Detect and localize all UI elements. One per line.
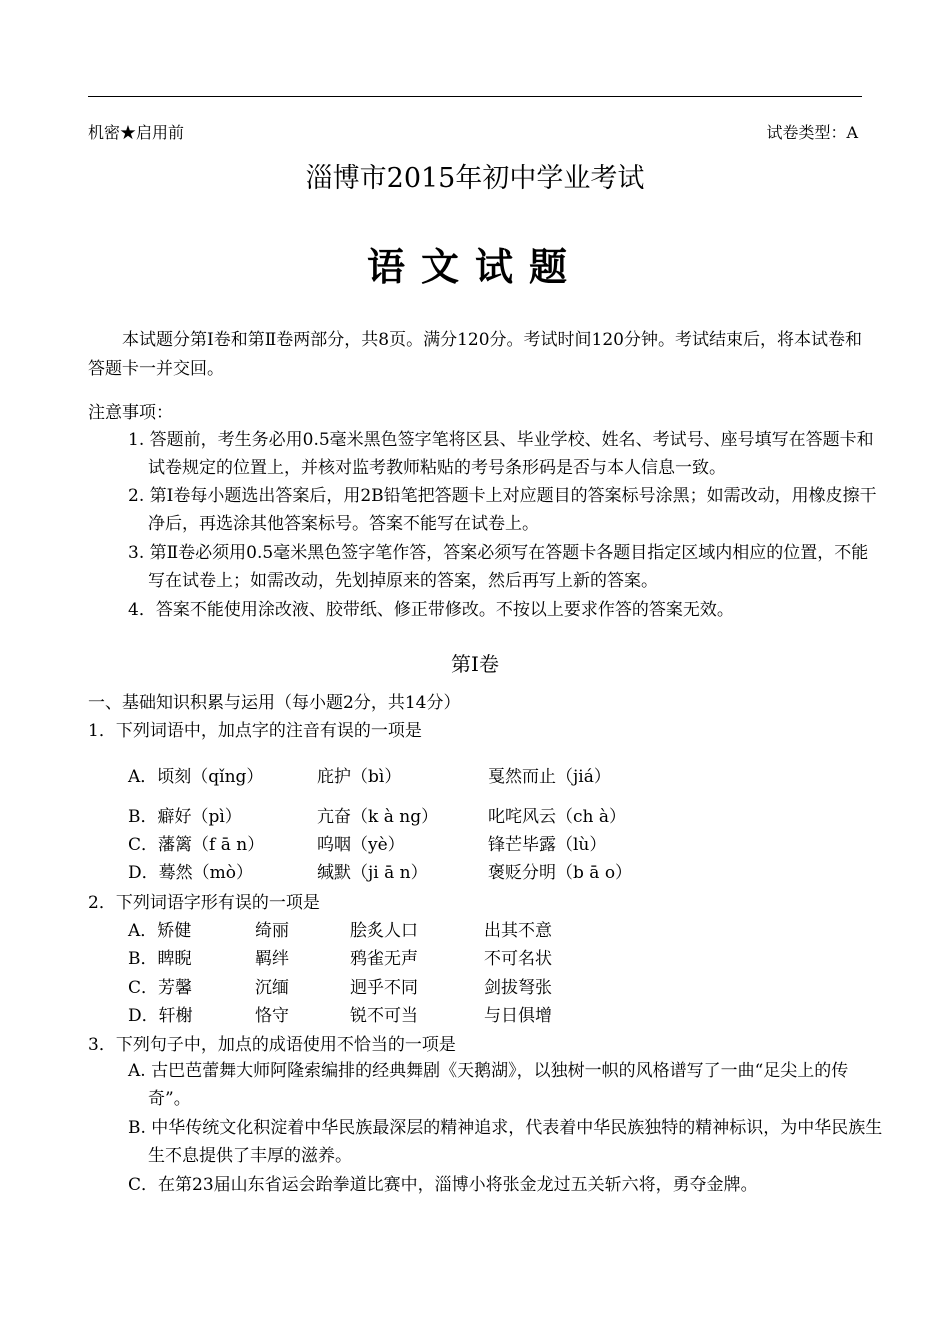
- q1-option-b-1: B．癖好（pì）: [128, 807, 242, 827]
- q2-option-a-1: A．矫健: [128, 921, 192, 941]
- exam-subtitle: 语文试题: [366, 244, 583, 289]
- q3-option-b: B. 中华传统文化积淀着中华民族最深层的精神追求，代表着中华民族独特的精神标识，为中华民族生生不息提供了丰厚的滋养。: [128, 1118, 883, 1166]
- q1-option-b-3: 叱咤风云（ch à）: [488, 807, 627, 827]
- q2-option-c-4: 剑拔弩张: [484, 978, 552, 998]
- q2-option-c-2: 沉缅: [255, 978, 289, 998]
- question-1-stem: 1．下列词语中，加点字的注音有误的一项是: [88, 721, 422, 741]
- note-item-1: 1. 答题前，考生务必用0.5毫米黑色签字笔将区县、毕业学校、姓名、考试号、座号填写在答题卡和试卷规定的位置上，并核对监考教师粘贴的考号条形码是否与本人信息一致。: [128, 430, 874, 478]
- q2-option-a-4: 出其不意: [484, 921, 552, 941]
- q2-option-d-3: 锐不可当: [350, 1006, 418, 1026]
- q1-option-d-3: 褒贬分明（b ā o）: [488, 863, 633, 883]
- q2-option-b-2: 羁绊: [255, 949, 289, 969]
- intro-paragraph: 本试题分第Ⅰ卷和第Ⅱ卷两部分，共8页。满分120分。考试时间120分钟。考试结束后，将本试卷和答题卡一并交回。: [88, 330, 862, 379]
- note-item-4: 4．答案不能使用涂改液、胶带纸、修正带修改。不按以上要求作答的答案无效。: [128, 600, 734, 620]
- q1-option-a-2: 庇护（bì）: [317, 767, 402, 787]
- question-3-stem: 3．下列句子中，加点的成语使用不恰当的一项是: [88, 1035, 456, 1055]
- q2-option-a-2: 绮丽: [255, 921, 289, 941]
- q2-option-b-3: 鸦雀无声: [350, 949, 418, 969]
- paper-type-label: 试卷类型：A: [766, 123, 858, 142]
- q2-option-d-1: D．轩榭: [128, 1006, 193, 1026]
- q1-option-c-2: 呜咽（yè）: [317, 835, 405, 855]
- confidential-label: 机密★启用前: [88, 123, 185, 142]
- exam-title: 淄博市2015年初中学业考试: [305, 163, 645, 194]
- q1-option-b-2: 亢奋（k à ng）: [317, 807, 439, 827]
- note-item-3: 3. 第Ⅱ卷必须用0.5毫米黑色签字笔作答，答案必须写在答题卡各题目指定区域内相应的位置，不能写在试卷上；如需改动，先划掉原来的答案，然后再写上新的答案。: [128, 543, 869, 591]
- q1-option-d-2: 缄默（ji ā n）: [317, 863, 428, 883]
- q1-option-a-3: 戛然而止（jiá）: [488, 767, 611, 787]
- q1-option-c-3: 锋芒毕露（lù）: [488, 835, 607, 855]
- q2-option-c-1: C．芳馨: [128, 978, 193, 998]
- volume-heading: 第Ⅰ卷: [451, 652, 499, 676]
- q1-option-d-1: D．蓦然（mò）: [128, 863, 253, 883]
- q2-option-d-2: 恪守: [255, 1006, 289, 1026]
- note-item-2: 2. 第Ⅰ卷每小题选出答案后，用2B铅笔把答题卡上对应题目的答案标号涂黑；如需改动，用橡皮擦干净后，再选涂其他答案标号。答案不能写在试卷上。: [128, 486, 877, 534]
- q2-option-b-4: 不可名状: [484, 949, 552, 969]
- q1-option-a-1: A．顷刻（qǐng）: [128, 767, 264, 787]
- q3-option-c: C．在第23届山东省运会跆拳道比赛中，淄博小将张金龙过五关斩六将，勇夺金牌。: [128, 1175, 758, 1195]
- notes-heading: 注意事项：: [88, 403, 173, 423]
- q2-option-b-1: B．睥睨: [128, 949, 192, 969]
- q2-option-c-3: 迥乎不同: [350, 978, 418, 998]
- q3-option-a: A. 古巴芭蕾舞大师阿隆索编排的经典舞剧《天鹅湖》，以独树一帜的风格谱写了一曲“足尖上的传奇”。: [128, 1061, 849, 1109]
- top-rule: [88, 96, 862, 97]
- question-2-stem: 2．下列词语字形有误的一项是: [88, 893, 320, 913]
- section-heading: 一、基础知识积累与运用（每小题2分，共14分）: [88, 693, 461, 713]
- q1-option-c-1: C．藩篱（f ā n）: [128, 835, 265, 855]
- q2-option-a-3: 脍炙人口: [350, 921, 418, 941]
- q2-option-d-4: 与日俱增: [484, 1006, 552, 1026]
